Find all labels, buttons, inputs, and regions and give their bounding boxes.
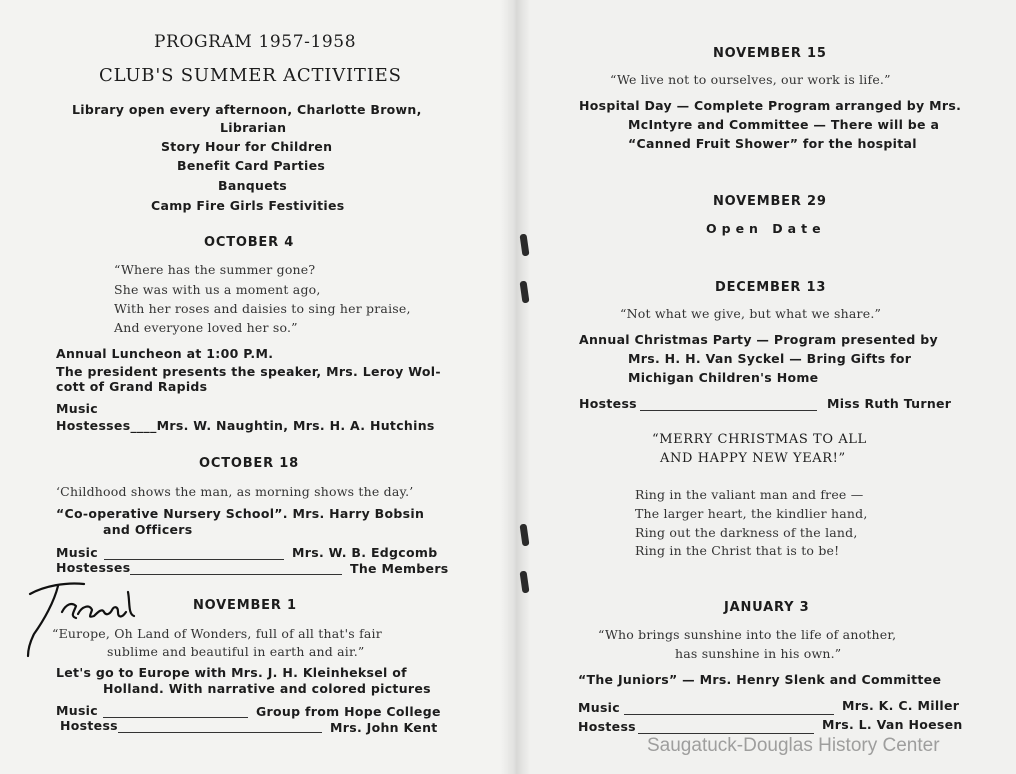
history-center-watermark: Saugatuck-Douglas History Center — [647, 735, 940, 756]
date-december-13: DECEMBER 13 — [715, 280, 827, 295]
dec13-body-line: Mrs. H. H. Van Syckel — Bring Gifts for — [628, 351, 912, 366]
binding-gutter — [500, 0, 530, 774]
fill-in-line — [130, 564, 342, 575]
christmas-poem-line: Ring in the valiant man and free — — [635, 487, 864, 502]
christmas-poem-line: Ring in the Christ that is to be! — [635, 543, 840, 558]
date-october-4: OCTOBER 4 — [204, 235, 295, 250]
nov1-music-label: Music — [56, 703, 98, 718]
activity-librarian: Librarian — [220, 120, 287, 135]
activity-story-hour: Story Hour for Children — [161, 139, 333, 154]
oct4-music-label: Music — [56, 401, 98, 416]
program-subtitle: CLUB'S SUMMER ACTIVITIES — [99, 65, 402, 86]
nov1-body-line: Let's go to Europe with Mrs. J. H. Kleinheksel of — [56, 665, 407, 680]
oct4-body-line: Annual Luncheon at 1:00 P.M. — [56, 346, 274, 361]
christmas-poem-line: The larger heart, the kindlier hand, — [635, 506, 868, 521]
date-january-3: JANUARY 3 — [724, 600, 810, 615]
oct18-hostesses-label: Hostesses — [56, 560, 131, 575]
fill-in-line — [118, 722, 322, 733]
activity-library: Library open every afternoon, Charlotte Brown, — [72, 102, 422, 117]
nov15-body-line: “Canned Fruit Shower” for the hospital — [628, 136, 917, 151]
fill-in-line — [640, 400, 817, 411]
dec13-quote: “Not what we give, but what we share.” — [620, 306, 882, 321]
oct18-quote: ‘Childhood shows the man, as morning shows the day.’ — [56, 484, 414, 499]
poem-line: “Where has the summer gone? — [114, 262, 316, 277]
oct4-body-line: The president presents the speaker, Mrs. Leroy Wol- — [56, 364, 441, 379]
nov1-quote-line: “Europe, Oh Land of Wonders, full of all that's fair — [52, 626, 382, 641]
open-date: Open Date — [706, 221, 826, 236]
greeting-line: “MERRY CHRISTMAS TO ALL — [652, 432, 867, 447]
oct18-body-line: and Officers — [103, 522, 193, 537]
nov1-hostess-label: Hostess — [60, 718, 118, 733]
oct18-hostesses-value: The Members — [350, 561, 449, 576]
fill-in-line — [624, 704, 834, 715]
jan3-hostess-value: Mrs. L. Van Hoesen — [822, 717, 963, 732]
dec13-body-line: Annual Christmas Party — Program presented by — [579, 332, 938, 347]
oct18-music-value: Mrs. W. B. Edgcomb — [292, 545, 438, 560]
jan3-body: “The Juniors” — Mrs. Henry Slenk and Committee — [578, 672, 942, 687]
date-november-29: NOVEMBER 29 — [713, 194, 827, 209]
jan3-music-value: Mrs. K. C. Miller — [842, 698, 960, 713]
poem-line: With her roses and daisies to sing her praise, — [114, 301, 411, 316]
greeting-line: AND HAPPY NEW YEAR!” — [660, 451, 846, 466]
activity-card-parties: Benefit Card Parties — [177, 158, 326, 173]
oct18-body-line: “Co-operative Nursery School”. Mrs. Harry Bobsin — [56, 506, 425, 521]
fill-in-line — [104, 549, 284, 560]
oct4-body-line: cott of Grand Rapids — [56, 379, 208, 394]
activity-banquets: Banquets — [218, 178, 288, 193]
program-title: PROGRAM 1957-1958 — [154, 32, 357, 52]
oct4-hostesses: Hostesses____Mrs. W. Naughtin, Mrs. H. A. Hutchins — [56, 418, 435, 433]
nov15-quote: “We live not to ourselves, our work is life.” — [610, 72, 891, 87]
dec13-hostess-label: Hostess — [579, 396, 637, 411]
date-october-18: OCTOBER 18 — [199, 456, 299, 471]
dec13-hostess-value: Miss Ruth Turner — [827, 396, 952, 411]
nov1-quote-line: sublime and beautiful in earth and air.” — [107, 644, 365, 659]
fill-in-line — [103, 707, 248, 718]
oct18-music-label: Music — [56, 545, 98, 560]
nov15-body-line: McIntyre and Committee — There will be a — [628, 117, 940, 132]
activity-camp-fire: Camp Fire Girls Festivities — [151, 198, 345, 213]
poem-line: And everyone loved her so.” — [114, 320, 298, 335]
poem-line: She was with us a moment ago, — [114, 282, 321, 297]
jan3-quote-line: has sunshine in his own.” — [675, 646, 842, 661]
nov1-body-line: Holland. With narrative and colored pictures — [103, 681, 431, 696]
jan3-music-label: Music — [578, 700, 620, 715]
nov1-hostess-value: Mrs. John Kent — [330, 720, 438, 735]
date-november-15: NOVEMBER 15 — [713, 46, 827, 61]
jan3-hostess-label: Hostess — [578, 719, 636, 734]
christmas-poem-line: Ring out the darkness of the land, — [635, 525, 858, 540]
jan3-quote-line: “Who brings sunshine into the life of another, — [598, 627, 897, 642]
nov1-music-value: Group from Hope College — [256, 704, 441, 719]
fill-in-line — [638, 723, 814, 734]
dec13-body-line: Michigan Children's Home — [628, 370, 819, 385]
nov15-body-line: Hospital Day — Complete Program arranged by Mrs. — [579, 98, 962, 113]
date-november-1: NOVEMBER 1 — [193, 598, 297, 613]
